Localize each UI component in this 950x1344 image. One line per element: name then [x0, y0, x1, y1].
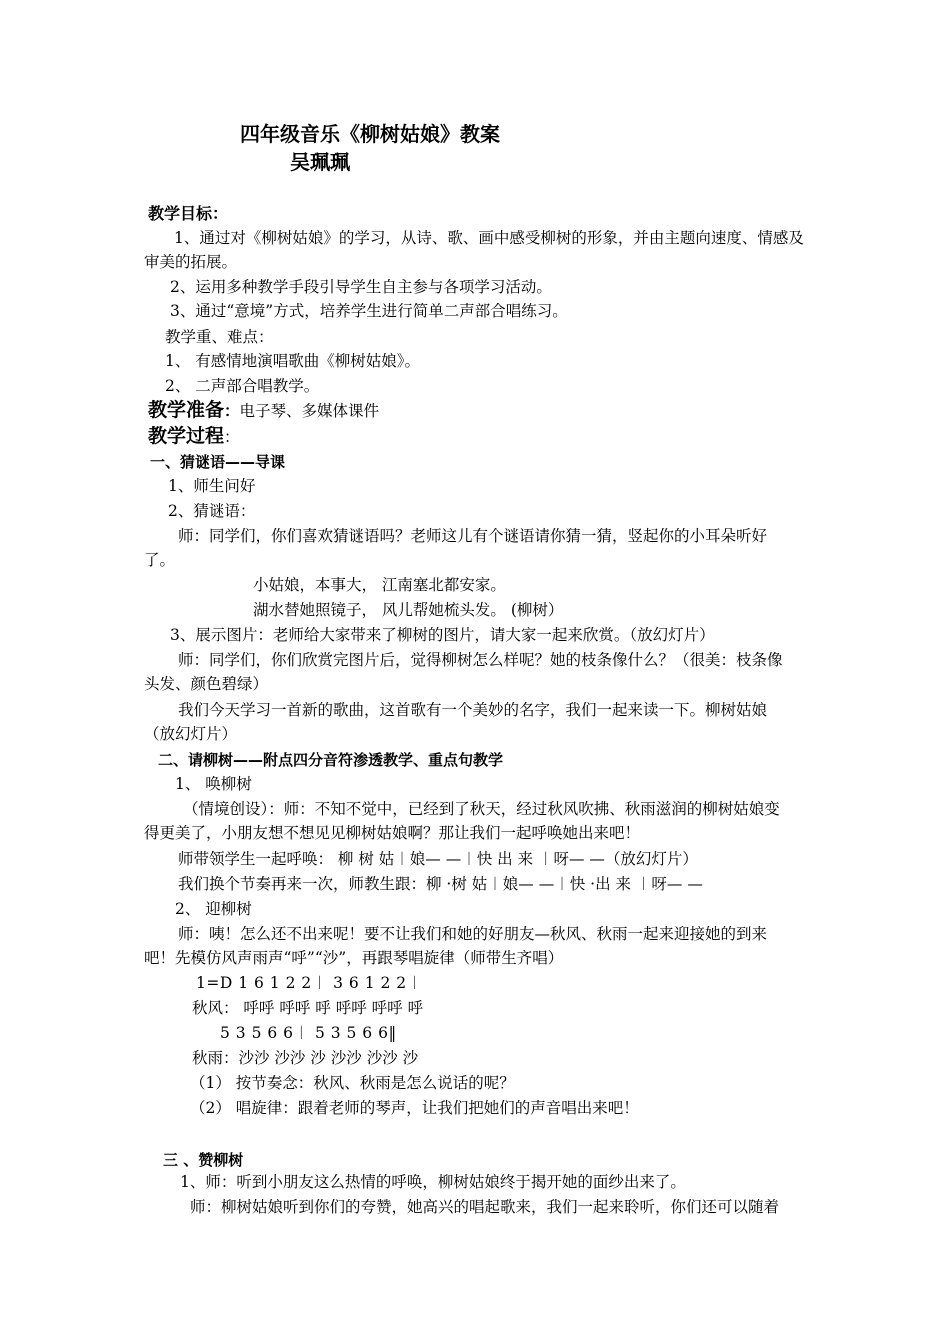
- notation-line-1: 1=D 1 6 1 2 2︱ 3 6 1 2 2︱: [196, 974, 423, 992]
- notation-line-6: （2） 唱旋律：跟着老师的琴声，让我们把她们的声音唱出来吧！: [190, 1099, 639, 1117]
- keypoint-2: 2、 二声部合唱教学。: [165, 377, 320, 395]
- goal-3: 3、通过“意境”方式，培养学生进行简单二声部合唱练习。: [170, 302, 568, 320]
- section-3-line-1: 1、师：听到小朋友这么热情的呼唤，柳树姑娘终于揭开她的面纱出来了。: [180, 1173, 686, 1191]
- section-2-line-2b: 得更美了，小朋友想不想见见柳树姑娘啊？那让我们一起呼唤她出来吧！: [144, 824, 641, 842]
- document-title: 四年级音乐《柳树姑娘》教案: [240, 122, 500, 146]
- section-1-line-3a: 师：同学们，你们喜欢猜谜语吗？老师这儿有个谜语请你猜一猜，竖起你的小耳朵听好: [178, 527, 768, 545]
- section-1-line-3b: 了。: [144, 551, 176, 569]
- goal-1-line-2: 审美的拓展。: [144, 253, 238, 271]
- section-2-line-3: 师带领学生一起呼唤： 柳 树 姑︱娘— —︱快 出 来 ︱呀— —（放幻灯片）: [178, 850, 698, 868]
- notation-line-2: 秋风： 呼呼 呼呼 呼 呼呼 呼呼 呼: [192, 999, 424, 1017]
- goal-2: 2、运用多种教学手段引导学生自主参与各项学习活动。: [170, 278, 552, 296]
- notation-line-5: （1） 按节奏念：秋风、秋雨是怎么说话的呢？: [190, 1074, 515, 1092]
- prep-line: [148, 400, 379, 421]
- riddle-line-1: 小姑娘，本事大， 江南塞北都安家。: [253, 576, 506, 594]
- riddle-line-2: 湖水替她照镜子， 风儿帮她梳头发。 (柳树）: [253, 601, 564, 619]
- process-colon: ：: [224, 428, 240, 446]
- section-1-line-1: 1、师生问好: [168, 477, 256, 495]
- section-2-line-6b: 吧！先模仿风声雨声“呼”“沙”，再跟琴唱旋律（师带生齐唱）: [144, 949, 564, 967]
- process-line: [148, 426, 240, 447]
- notation-line-3: 5 3 5 6 6︱ 5 3 5 6 6‖: [220, 1024, 397, 1042]
- goal-1-line-1: 1、通过对《柳树姑娘》的学习，从诗、歌、画中感受柳树的形象，并由主题向速度、情感及: [174, 229, 804, 247]
- keypoints-heading: 教学重、难点：: [165, 328, 274, 346]
- section-2-line-5: 2、 迎柳树: [175, 900, 252, 918]
- document-author: 吴珮珮: [290, 150, 350, 174]
- process-heading: 教学过程: [148, 425, 225, 447]
- section-1-line-5b: 头发、颜色碧绿）: [144, 675, 269, 693]
- section-1-line-5a: 师：同学们，你们欣赏完图片后，觉得柳树怎么样呢？她的枝条像什么？（很美：枝条像: [178, 651, 783, 669]
- section-2-line-4: 我们换个节奏再来一次，师教生跟：柳 ·树 姑︱娘— —︱快 ·出 来 ︱呀— —: [178, 875, 703, 893]
- section-2-title: 二、请柳树——附点四分音符渗透教学、重点句教学: [158, 751, 504, 769]
- goals-heading: 教学目标：: [148, 204, 229, 223]
- section-2-line-1: 1、 唤柳树: [175, 775, 252, 793]
- section-1-title: 一、猜谜语——导课: [150, 453, 286, 471]
- prep-heading: 教学准备: [148, 399, 225, 421]
- section-1-line-6b: （放幻灯片）: [144, 725, 238, 743]
- prep-content: 电子琴、多媒体课件: [239, 402, 380, 420]
- section-2-line-6a: 师：咦！怎么还不出来呢！要不让我们和她的好朋友—秋风、秋雨一起来迎接她的到来: [178, 925, 768, 943]
- notation-line-4: 秋雨：沙沙 沙沙 沙 沙沙 沙沙 沙: [192, 1049, 419, 1067]
- keypoint-1: 1、 有感情地演唱歌曲《柳树姑娘》。: [165, 352, 421, 370]
- section-1-line-6a: 我们今天学习一首新的歌曲，这首歌有一个美妙的名字，我们一起来读一下。柳树姑娘: [178, 701, 768, 719]
- section-2-line-2a: （情境创设）：师：不知不觉中，已经到了秋天，经过秋风吹拂、秋雨滋润的柳树姑娘变: [183, 800, 780, 818]
- prep-colon: ：: [224, 402, 240, 420]
- section-1-line-4: 3、展示图片：老师给大家带来了柳树的图片，请大家一起来欣赏。（放幻灯片）: [170, 626, 715, 644]
- section-1-line-2: 2、猜谜语：: [168, 502, 256, 520]
- section-3-line-2: 师：柳树姑娘听到你们的夸赞，她高兴的唱起歌来，我们一起来聆听，你们还可以随着: [190, 1198, 780, 1216]
- section-3-title: 三 、赞柳树: [163, 1151, 244, 1169]
